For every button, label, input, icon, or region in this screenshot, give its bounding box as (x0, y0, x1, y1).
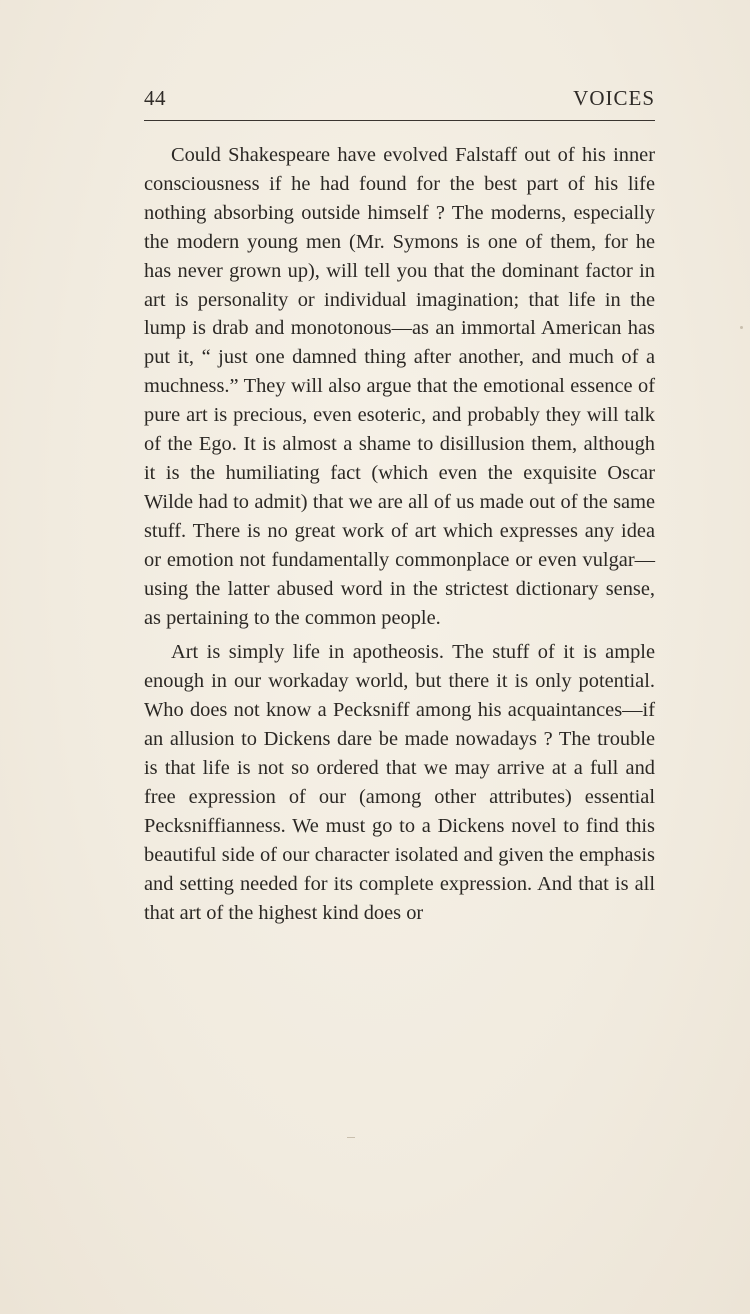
paper-speck (347, 1137, 355, 1138)
running-title: VOICES (573, 86, 655, 110)
paper-speck (740, 326, 743, 329)
paragraph-1: Could Shakespeare have evolved Falstaff out of his inner consciousness if he had found for the best part of his life nothing absorbing outside himself ? The moderns, especially the modern young men (Mr. Symons is one of them, for he has never grown up), will tell you that the dominant factor in art is personality or individual imagination; that life in the lump is drab and monotonous—as an immortal American has put it, “ just one damned thing after another, and much of a muchness.” They will also argue that the emotional essence of pure art is precious, even esoteric, and probably they will talk of the Ego. It is almost a shame to disillusion them, although it is the humiliating fact (which even the exquisite Oscar Wilde had to admit) that we are all of us made out of the same stuff. There is no great work of art which expresses any idea or emotion not fundamentally commonplace or even vulgar—using the latter abused word in the strictest dictionary sense, as pertaining to the common people. (144, 144, 655, 629)
book-page (144, 86, 655, 924)
header-rule (144, 120, 655, 121)
page-number: 44 (144, 86, 166, 110)
running-head (144, 86, 655, 116)
paragraph-2: Art is simply life in apotheosis. The stuff of it is ample enough in our workaday world, but there it is only potential. Who does not know a Pecksniff among his acquaintances—if an allusion to Dickens dare be made nowadays ? The trouble is that life is not so ordered that we may arrive at a full and free expression of our (among other attributes) essential Pecksniffianness. We must go to a Dickens novel to find this beautiful side of our character isolated and given the emphasis and setting needed for its complete expression. And that is all that art of the highest kind does or (144, 641, 655, 924)
body-text (144, 141, 655, 927)
